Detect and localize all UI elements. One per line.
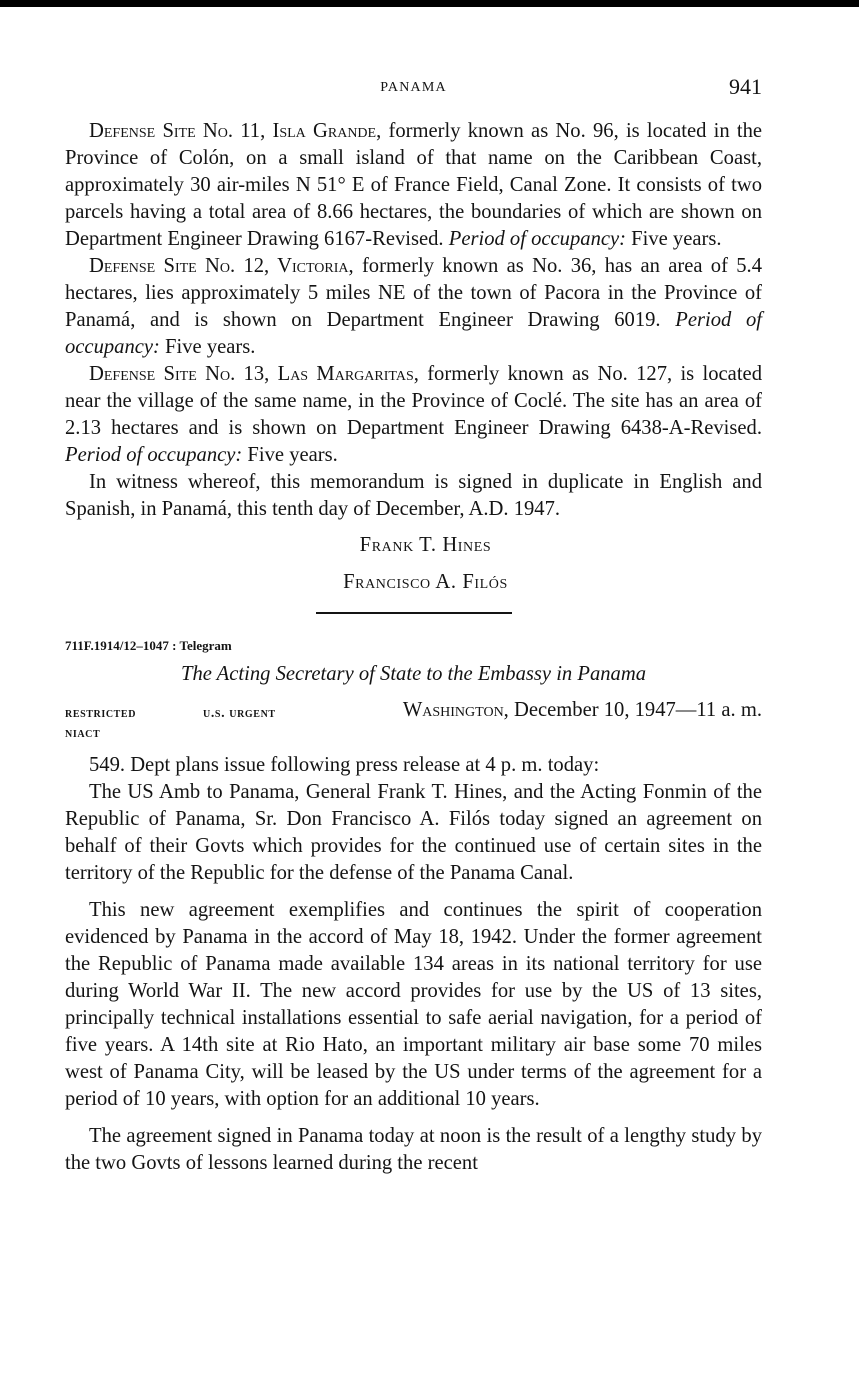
site-text: formerly known as No. 36, has an area of 5.4 hectares, lies approximately 5 miles NE of the town of Pacora in the Province of Panamá, and is shown on Department Engineer Drawing 6019.	[65, 255, 762, 331]
site-heading: Defense Site No. 13, Las Margaritas,	[89, 363, 419, 385]
site-text: formerly known as No. 127, is located near the village of the same name, in the Province of Coclé. The site has an area of 2.13 hectares and is shown on Department Engineer Drawing 6438-A-Revised.	[65, 363, 762, 439]
file-code: 711F.1914/12–1047 : Telegram	[65, 638, 232, 653]
classification-tag: restricted	[65, 706, 137, 721]
priority-tag: u.s. urgent	[203, 706, 276, 721]
signature-filos: Francisco A. Filós	[343, 571, 508, 593]
niact-tag: niact	[65, 726, 101, 741]
section-divider	[316, 612, 512, 614]
witness-paragraph: In witness whereof, this memorandum is signed in duplicate in English and Spanish, in Panamá, this tenth day of December, A.D. 1947.	[65, 471, 762, 520]
site-paragraph-11	[65, 118, 762, 253]
period-label: Period of occupancy:	[448, 228, 627, 250]
date: December 10, 1947—11 a. m.	[508, 699, 762, 721]
place: Washington,	[402, 699, 509, 721]
period-label: Period of occupancy:	[65, 444, 243, 466]
telegram-paragraph: This new agreement exemplifies and continues the spirit of cooperation evidenced by Panama in the accord of May 18, 1942. Under the former agreement the Republic of Panama made available 134 areas in its national territory for use during World War II. The new accord provides for use by the US of 13 sites, principally technical installations essential to safe aerial navigation, for a period of five years. A 14th site at Rio Hato, an important military air base some 70 miles west of Panama City, will be leased by the US under terms of the agreement for a period of 10 years, with option for an additional 10 years.	[65, 899, 762, 1110]
period-value: Five years.	[626, 228, 722, 250]
site-text: formerly known as No. 96, is located in the Province of Colón, on a small island of that name on the Caribbean Coast, approximately 30 air-miles N 51° E of France Field, Canal Zone. It consists of two parcels having a total area of 8.66 hectares, the boundaries of which are shown on Department Engineer Drawing 6167-Revised.	[65, 120, 763, 250]
period-value: Five years.	[242, 444, 338, 466]
site-paragraph-12	[65, 253, 762, 361]
page-number: 941	[729, 74, 762, 99]
running-head-title: PANAMA	[380, 80, 447, 95]
place-date	[403, 697, 762, 724]
period-label: Period of occupancy:	[65, 309, 762, 358]
document-title: The Acting Secretary of State to the Embassy in Panama	[181, 663, 646, 685]
page-body	[65, 118, 762, 1177]
running-head	[65, 74, 762, 104]
signature-hines: Frank T. Hines	[359, 534, 492, 556]
site-heading: Defense Site No. 11, Isla Grande,	[89, 120, 382, 142]
telegram-paragraph: 549. Dept plans issue following press release at 4 p. m. today:	[89, 754, 600, 776]
scan-top-border	[0, 0, 859, 7]
dateline	[65, 697, 762, 724]
telegram-paragraph: The agreement signed in Panama today at noon is the result of a lengthy study by the two Govts of lessons learned during the recent	[65, 1125, 762, 1174]
period-value: Five years.	[159, 336, 256, 358]
telegram-paragraph: The US Amb to Panama, General Frank T. Hines, and the Acting Fonmin of the Republic of Panama, Sr. Don Francisco A. Filós today signed an agreement on behalf of their Govts which provides for the continued use of certain sites in the territory of the Republic for the defense of the Panama Canal.	[65, 781, 762, 884]
site-heading: Defense Site No. 12, Victoria,	[89, 255, 354, 277]
site-paragraph-13	[65, 361, 762, 469]
